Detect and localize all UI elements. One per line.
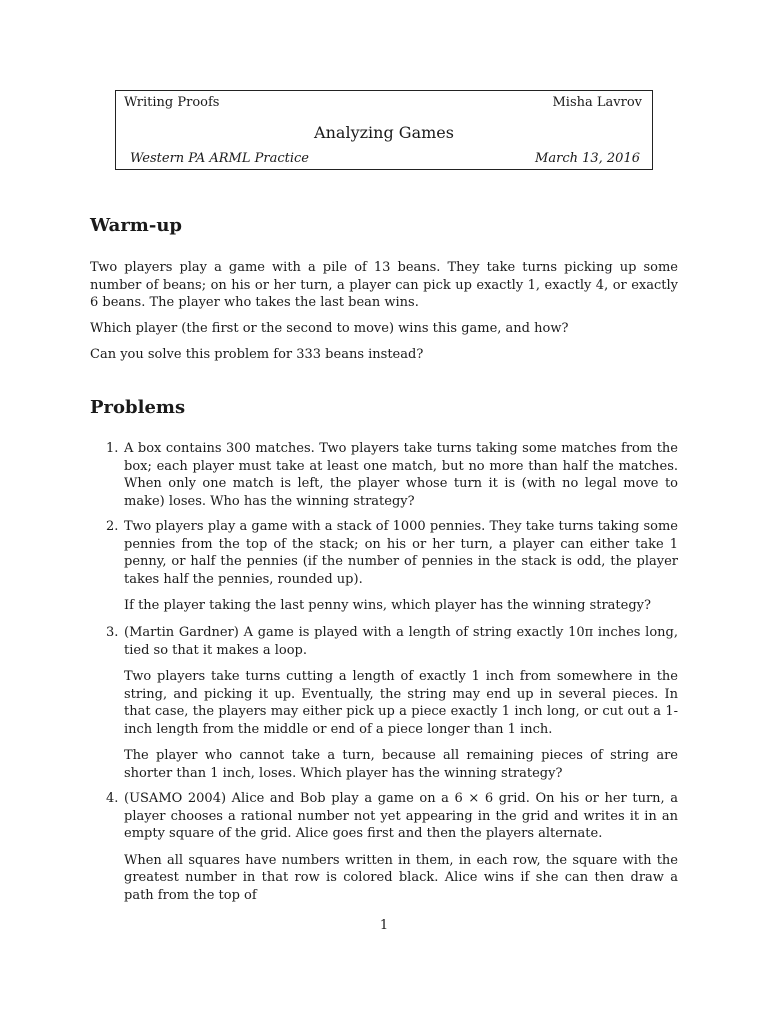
problem-paragraph: A box contains 300 matches. Two players take turns taking some matches from the box; each player must take at least one match, but no more than half the matches. When only one match is left, the player whose turn it is (with no legal move to make) loses. Who has the winning strategy? <box>124 441 678 509</box>
problem-item <box>90 790 678 904</box>
problem-paragraph: Two players play a game with a stack of 1000 pennies. They take turns taking some pennies from the top of the stack; on his or her turn, a player can either take 1 penny, or half the pennies (if the number of pennies in the stack is odd, the player takes half the pennies, rounded up). <box>124 519 678 587</box>
problem-paragraph: Two players take turns cutting a length of exactly 1 inch from somewhere in the string, and picking it up. Eventually, the string may end up in several pieces. In that case, the players may either pick up a piece exactly 1 inch long, or cut out a 1-inch length from the middle or end of a piece longer than 1 inch. <box>124 669 678 737</box>
page-number: 1 <box>379 918 389 933</box>
problem-number: 1. <box>106 441 119 456</box>
problem-paragraph: (USAMO 2004) Alice and Bob play a game on a 6 × 6 grid. On his or her turn, a player chooses a rational number not yet appearing in the grid and writes it in an empty square of the grid. Alice goes first and then the players alternate. <box>124 791 678 841</box>
problems-heading: Problems <box>90 397 186 418</box>
author-name: Misha Lavrov <box>552 95 642 110</box>
warmup-paragraph: Two players play a game with a pile of 13 beans. They take turns picking up some number of beans; on his or her turn, a player can pick up exactly 1, exactly 4, or exactly 6 beans. The player who takes the last bean wins. <box>90 260 678 310</box>
problem-number: 3. <box>106 625 119 640</box>
course-name: Writing Proofs <box>124 95 220 110</box>
event-name: Western PA ARML Practice <box>130 151 309 166</box>
document-header <box>115 90 653 170</box>
problem-paragraph: The player who cannot take a turn, because all remaining pieces of string are shorter than 1 inch, loses. Which player has the winning strategy? <box>124 748 678 781</box>
header-bottom-row <box>130 151 640 166</box>
document-title: Analyzing Games <box>314 123 454 142</box>
problem-item <box>90 440 678 510</box>
problem-paragraph: When all squares have numbers written in them, in each row, the square with the greatest number in that row is colored black. Alice wins if she can then draw a path from the top of <box>124 852 678 903</box>
warmup-paragraph: Which player (the first or the second to move) wins this game, and how? <box>90 321 569 336</box>
problem-paragraph: (Martin Gardner) A game is played with a length of string exactly 10π inches long, tied so that it makes a loop. <box>124 625 678 658</box>
problem-number: 2. <box>106 519 119 534</box>
problem-paragraph: If the player taking the last penny wins, which player has the winning strategy? <box>124 598 651 613</box>
problem-item <box>90 624 678 782</box>
document-date: March 13, 2016 <box>535 151 640 166</box>
problem-number: 4. <box>106 791 119 806</box>
warmup-paragraph: Can you solve this problem for 333 beans instead? <box>90 347 424 362</box>
header-top-row <box>124 95 642 110</box>
problem-item <box>90 518 678 615</box>
warmup-heading: Warm-up <box>90 215 182 236</box>
